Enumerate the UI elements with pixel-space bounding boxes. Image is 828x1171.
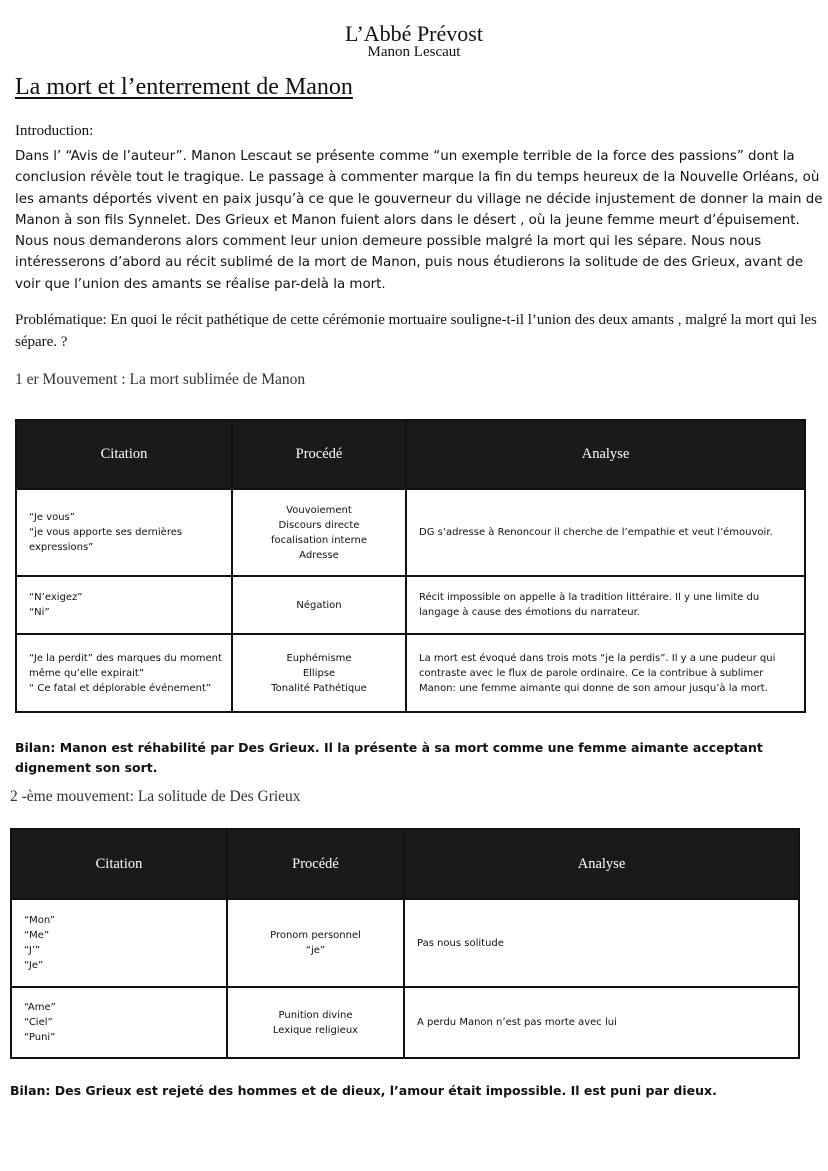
problematique: Problématique: En quoi le récit pathétique de cette cérémonie mortuaire souligne-t-il l’union des deux amants , malgré la mort qui les sépare. ?	[15, 312, 817, 350]
citation-line: “Ame”	[24, 1002, 56, 1013]
citation-line: “Ciel”	[24, 1017, 53, 1028]
book-title: Manon Lescaut	[367, 44, 461, 60]
intro-text: Dans l’ “Avis de l’auteur”. Manon Lescaut se présente comme “un exemple terrible de la force des passions” dont la conclusion révèle tout le tragique. Le passage à commenter marque la fin du temps heureux de la Nouvelle Orléans, où les amants déportés vivent en paix jusqu’à ce que le gouverneur du village ne décide injustement de donner la main de Manon à son fils Synnelet. Des Grieux et Manon fuient alors dans le désert , où la jeune femme meurt d’épuisement. Nous nous demanderons alors comment leur union demeure possible malgré la mort qui les sépare. Nous nous intéresserons d’abord au récit sublimé de la mort de Manon, puis nous étudierons la solitude de des Grieux, avant de voir que l’union des amants se réalise par-delà la mort.	[15, 149, 823, 292]
procede-cell	[227, 987, 404, 1058]
citation-line: “Ni”	[29, 607, 50, 618]
citation-line: “Je la perdit” des marques du moment même qu’elle expirait”	[29, 652, 222, 679]
header-procede: Procédé	[227, 829, 404, 899]
citation-cell	[16, 489, 232, 576]
table-row	[16, 576, 805, 634]
table-header-row	[16, 420, 805, 489]
procede-line: “je”	[305, 945, 326, 956]
table-row	[16, 634, 805, 712]
citation-line: “Mon”	[24, 915, 55, 926]
analyse-cell: A perdu Manon n’est pas morte avec lui	[404, 987, 799, 1058]
procede-line: Pronom personnel	[270, 930, 361, 941]
citation-line: “ Ce fatal et déplorable événement”	[29, 682, 212, 694]
movement-1-bilan: Bilan: Manon est réhabilité par Des Grieux. Il la présente à sa mort comme une femme aimante acceptant dignement son sort.	[15, 740, 763, 775]
table-row	[11, 987, 799, 1058]
movement-1-title: 1 er Mouvement : La mort sublimée de Manon	[15, 371, 306, 388]
citation-cell	[11, 899, 227, 987]
procede-line: Ellipse	[302, 667, 336, 679]
procede-line: Lexique religieux	[272, 1024, 359, 1036]
movement-2-table	[10, 828, 800, 1059]
movement-1-table	[15, 419, 806, 713]
movement-2-title: 2 -ème mouvement: La solitude de Des Grieux	[10, 788, 301, 805]
citation-line: “je vous apporte ses dernières expressions”	[29, 527, 183, 553]
procede-line: Punition divine	[278, 1009, 353, 1021]
header-procede: Procédé	[232, 420, 406, 489]
header-citation: Citation	[11, 829, 227, 899]
procede-line: Tonalité Pathétique	[271, 682, 367, 694]
analyse-cell: Récit impossible on appelle à la tradition littéraire. Il y une limite du langage à cause des émotions du narrateur.	[406, 576, 805, 634]
procede-line: Vouvoiement	[286, 504, 352, 516]
table-row	[16, 489, 805, 576]
analyse-cell: Pas nous solitude	[404, 899, 799, 987]
procede-cell	[232, 634, 406, 712]
procede-cell	[232, 489, 406, 576]
procede-line: Euphémisme	[286, 652, 352, 664]
intro-label: Introduction:	[15, 123, 94, 139]
citation-line: “N’exigez”	[29, 592, 83, 603]
procede-line: focalisation interne	[270, 534, 368, 546]
header-analyse: Analyse	[406, 420, 805, 489]
analyse-cell: La mort est évoqué dans trois mots “je la perdis”. Il y a une pudeur qui contraste avec le flux de parole ordinaire. Ce la contribue à sublimer Manon: une femme aimante qui donne de son amour jusqu’à la mort.	[406, 634, 805, 712]
procede-line: Discours directe	[278, 519, 360, 531]
citation-line: “Me”	[24, 930, 50, 941]
citation-line: “J’”	[24, 945, 41, 956]
header-analyse: Analyse	[404, 829, 799, 899]
analyse-cell: DG s’adresse à Renoncour il cherche de l’empathie et veut l’émouvoir.	[406, 489, 805, 576]
citation-line: “Je vous”	[29, 512, 75, 523]
citation-line: “Je”	[24, 960, 44, 971]
procede-cell	[227, 899, 404, 987]
page-title: La mort et l’enterrement de Manon	[15, 74, 353, 100]
movement-2-bilan: Bilan: Des Grieux est rejeté des hommes et de dieux, l’amour était impossible. Il est puni par dieux.	[10, 1083, 717, 1098]
citation-cell	[11, 987, 227, 1058]
citation-cell	[16, 576, 232, 634]
table-row	[11, 899, 799, 987]
citation-cell	[16, 634, 232, 712]
author-name: L’Abbé Prévost	[345, 21, 483, 46]
procede-line: Adresse	[299, 549, 339, 561]
procede-line: Négation	[296, 599, 342, 611]
header-citation: Citation	[16, 420, 232, 489]
citation-line: “Puni”	[24, 1032, 56, 1043]
table-header-row	[11, 829, 799, 899]
procede-cell	[232, 576, 406, 634]
